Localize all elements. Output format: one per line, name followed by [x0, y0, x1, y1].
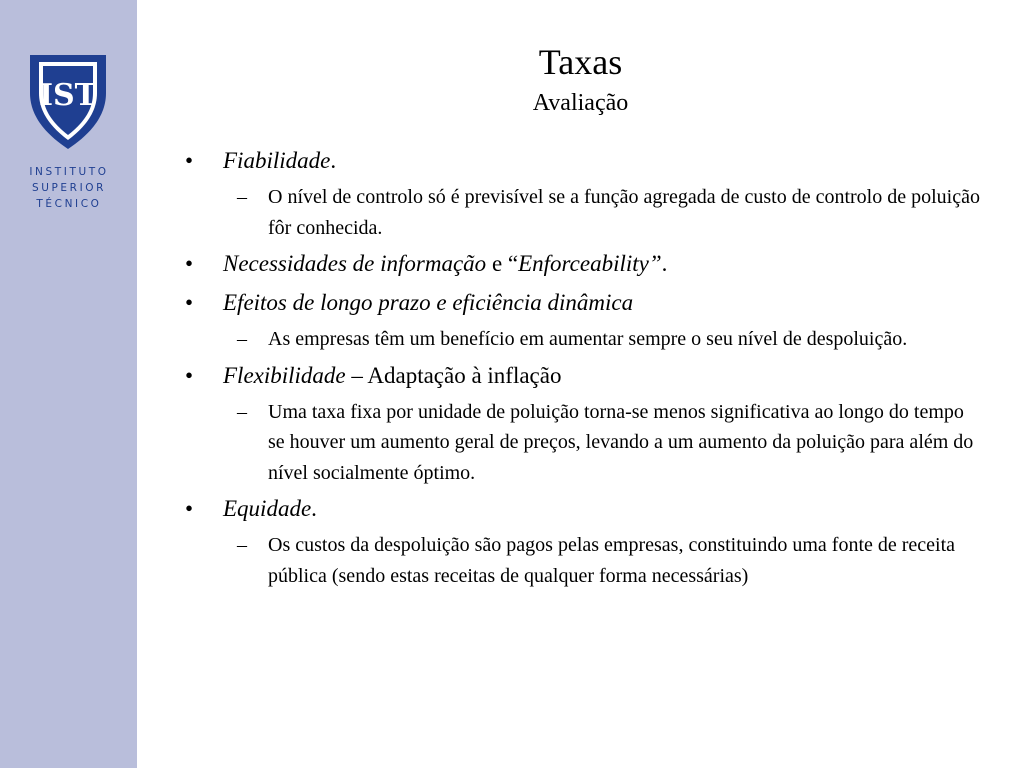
sub-bullet-text: As empresas têm um benefício em aumentar sempre o seu nível de despoluição. [268, 328, 908, 350]
sub-bullet-marker: – [237, 400, 247, 423]
sub-bullet-item [185, 182, 985, 243]
sub-bullet-item [185, 397, 985, 489]
bullet-text: – Adaptação à inflação [345, 362, 562, 388]
bullet-heading: Equidade [223, 496, 312, 521]
bullet-marker: • [185, 290, 194, 315]
bullet-connector: e “ [486, 251, 519, 276]
slide-content [185, 146, 985, 597]
logo-line-3: TÉCNICO [36, 198, 102, 210]
sub-bullet-item [185, 324, 985, 355]
bullet-heading: Efeitos de longo prazo e eficiência dinâmica [223, 290, 634, 315]
bullet-heading: Necessidades de informação [223, 251, 487, 276]
bullet-text: . [330, 148, 337, 173]
logo-line-1: INSTITUTO [29, 166, 109, 178]
bullet-heading: Fiabilidade [223, 148, 331, 173]
bullet-marker: • [185, 362, 194, 388]
slide-subtitle: Avaliação [532, 90, 629, 116]
bullet-text: . [311, 496, 317, 521]
bullet-marker: • [185, 251, 194, 276]
sidebar [0, 0, 137, 768]
sub-bullet-marker: – [237, 186, 247, 208]
bullet-item [185, 361, 985, 391]
sub-bullet-item [185, 530, 985, 591]
sub-bullet-text: O nível de controlo só é previsível se a função agregada de custo de controlo de poluição fôr conhecida. [268, 186, 980, 239]
sub-bullet-text: Os custos da despoluição são pagos pelas empresas, constituindo uma fonte de receita pública (sendo estas receitas de qualquer forma necessárias) [268, 534, 956, 587]
bullet-item [185, 146, 985, 176]
shield-icon [29, 53, 107, 151]
logo-line-2: SUPERIOR [31, 182, 107, 194]
bullet-marker: • [185, 496, 194, 521]
sub-bullet-marker: – [237, 328, 247, 350]
slide-title: Taxas [538, 42, 623, 82]
logo-monogram: IST [38, 78, 98, 113]
bullet-heading: Flexibilidade [223, 362, 346, 388]
bullet-item [185, 288, 985, 318]
sub-bullet-marker: – [237, 534, 247, 556]
bullet-text: . [661, 251, 668, 276]
ist-logo [29, 53, 107, 213]
bullet-item [185, 249, 985, 279]
bullet-item [185, 494, 985, 524]
sub-bullet-text: Uma taxa fixa por unidade de poluição torna-se menos significativa ao longo do tempo se houver um aumento geral de preços, levando a um aumento da poluição para além do nível socialmente óptimo. [268, 400, 974, 484]
bullet-marker: • [185, 148, 194, 173]
bullet-heading-2: Enforceability” [518, 251, 662, 276]
